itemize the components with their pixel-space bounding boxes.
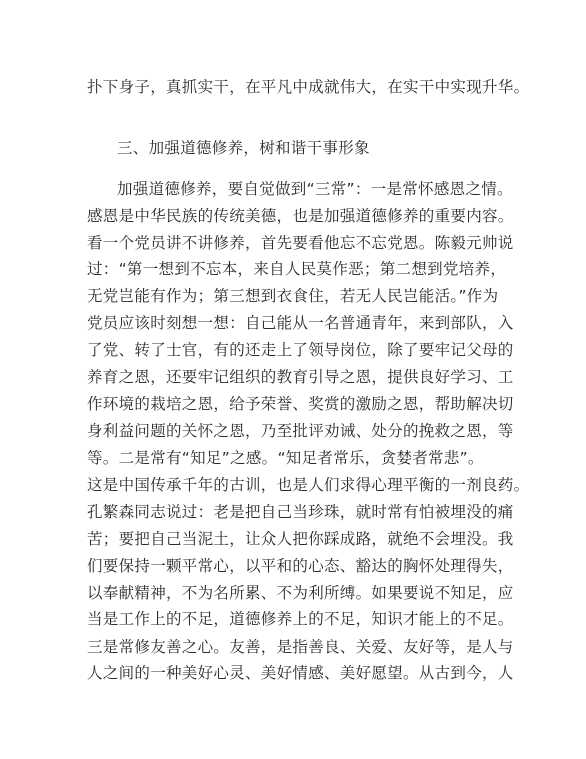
paragraph-line: 加强道德修养，要自觉做到“三常”：一是常怀感恩之情。 [117,180,513,198]
paragraph-line: 们要保持一颗平常心，以平和的心态、豁达的胸怀处理得失， [87,557,514,575]
paragraph-line: 了党、转了士官，有的还走上了领导岗位，除了要牢记父母的 [87,341,514,359]
paragraph-line: 孔繁森同志说过：老是把自己当珍珠，就时常有怕被埋没的痛 [87,503,514,521]
section-heading: 三、加强道德修养，树和谐干事形象 [117,139,370,157]
paragraph-line: 身利益问题的关怀之恩，乃至批评劝诫、处分的挽救之恩，等 [87,422,514,440]
paragraph-line: 这是中国传承千年的古训，也是人们求得心理平衡的一剂良药。 [87,476,530,494]
paragraph-line: 当是工作上的不足，道德修养上的不足，知识才能上的不足。 [87,610,514,628]
paragraph-line: 养育之恩，还要牢记组织的教育引导之恩，提供良好学习、工 [87,368,514,386]
paragraph-line: 感恩是中华民族的传统美德，也是加强道德修养的重要内容。 [87,207,514,225]
paragraph-line: 无党岂能有作为；第三想到衣食住，若无人民岂能活。”作为 [87,287,499,305]
paragraph-line: 过：“第一想到不忘本，来自人民莫作恶；第二想到党培养， [87,260,507,278]
paragraph-line: 等。二是常有“知足”之感。“知足者常乐，贪婪者常悲”。 [87,449,484,467]
paragraph-line: 看一个党员讲不讲修养，首先要看他忘不忘党恩。陈毅元帅说 [87,234,514,252]
paragraph-line: 以奉献精神，不为名所累、不为利所缚。如果要说不知足，应 [87,584,514,602]
paragraph-line: 扑下身子，真抓实干，在平凡中成就伟大，在实干中实现升华。 [87,78,530,96]
paragraph-line: 苦；要把自己当泥土，让众人把你踩成路，就绝不会埋没。我 [87,530,514,548]
paragraph-line: 人之间的一种美好心灵、美好情感、美好愿望。从古到今，人 [87,664,514,682]
paragraph-line: 作环境的栽培之恩，给予荣誉、奖赏的激励之恩，帮助解决切 [87,395,514,413]
paragraph-line: 三是常修友善之心。友善，是指善良、关爱、友好等，是人与 [87,638,514,656]
paragraph-line: 党员应该时刻想一想：自己能从一名普通青年，来到部队，入 [87,314,514,332]
